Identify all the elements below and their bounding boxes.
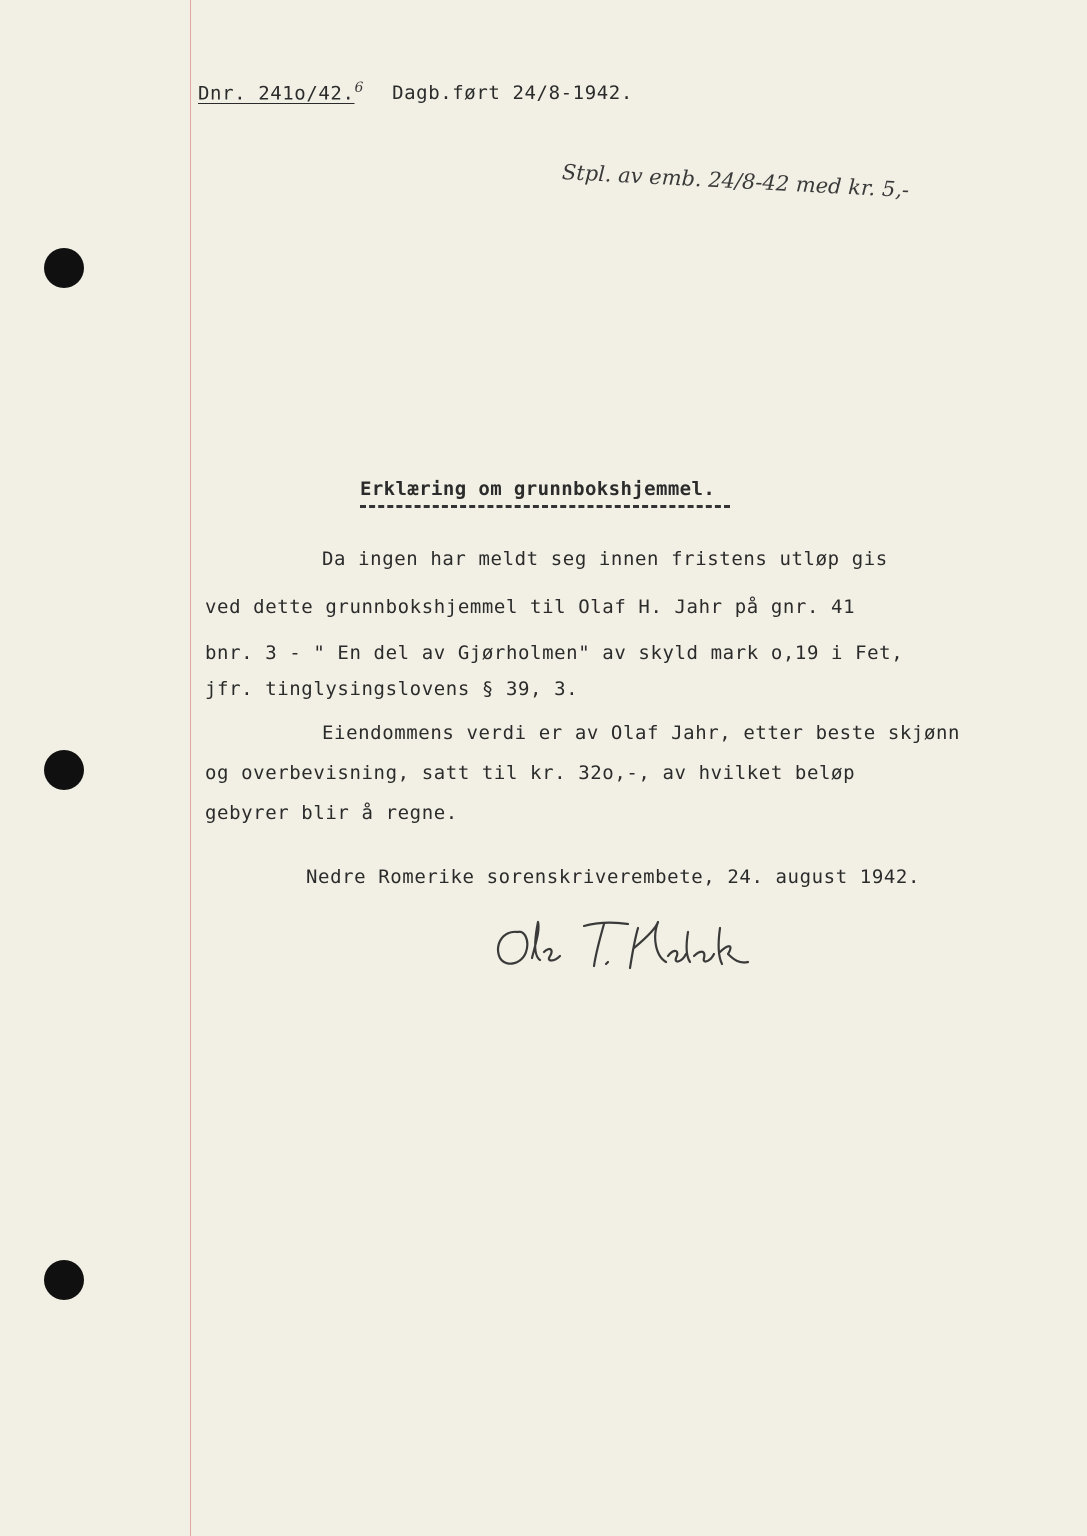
- body-line-5: Eiendommens verdi er av Olaf Jahr, etter beste skjønn: [322, 722, 961, 744]
- body-line-6: og overbevisning, satt til kr. 32o,-, av hvilket beløp: [205, 762, 856, 784]
- margin-line: [190, 0, 191, 1536]
- fee-annotation: Stpl. av emb. 24/8-42 med kr. 5,-: [561, 160, 910, 203]
- body-line-4: jfr. tinglysingslovens § 39, 3.: [205, 678, 579, 700]
- title-dashed-rule: [360, 505, 730, 508]
- body-line-2: ved dette grunnbokshjemmel til Olaf H. Jahr på gnr. 41: [205, 596, 856, 618]
- closing-line: Nedre Romerike sorenskriverembete, 24. august 1942.: [306, 866, 920, 888]
- punch-hole-bottom: [44, 1260, 84, 1300]
- body-line-3: bnr. 3 - " En del av Gjørholmen" av skyld mark o,19 i Fet,: [205, 642, 904, 664]
- header-line: [198, 80, 633, 104]
- dnr-number: Dnr. 241o/42.: [198, 82, 355, 105]
- dagbok-entry: Dagb.ført 24/8-1942.: [392, 82, 633, 105]
- document-title: Erklæring om grunnbokshjemmel.: [360, 478, 716, 500]
- dnr-mark: 6: [354, 80, 365, 96]
- blank-area: [200, 960, 1060, 1520]
- punch-hole-top: [44, 248, 84, 288]
- punch-hole-middle: [44, 750, 84, 790]
- body-line-7: gebyrer blir å regne.: [205, 802, 458, 824]
- body-line-1: Da ingen har meldt seg innen fristens utløp gis: [322, 548, 888, 570]
